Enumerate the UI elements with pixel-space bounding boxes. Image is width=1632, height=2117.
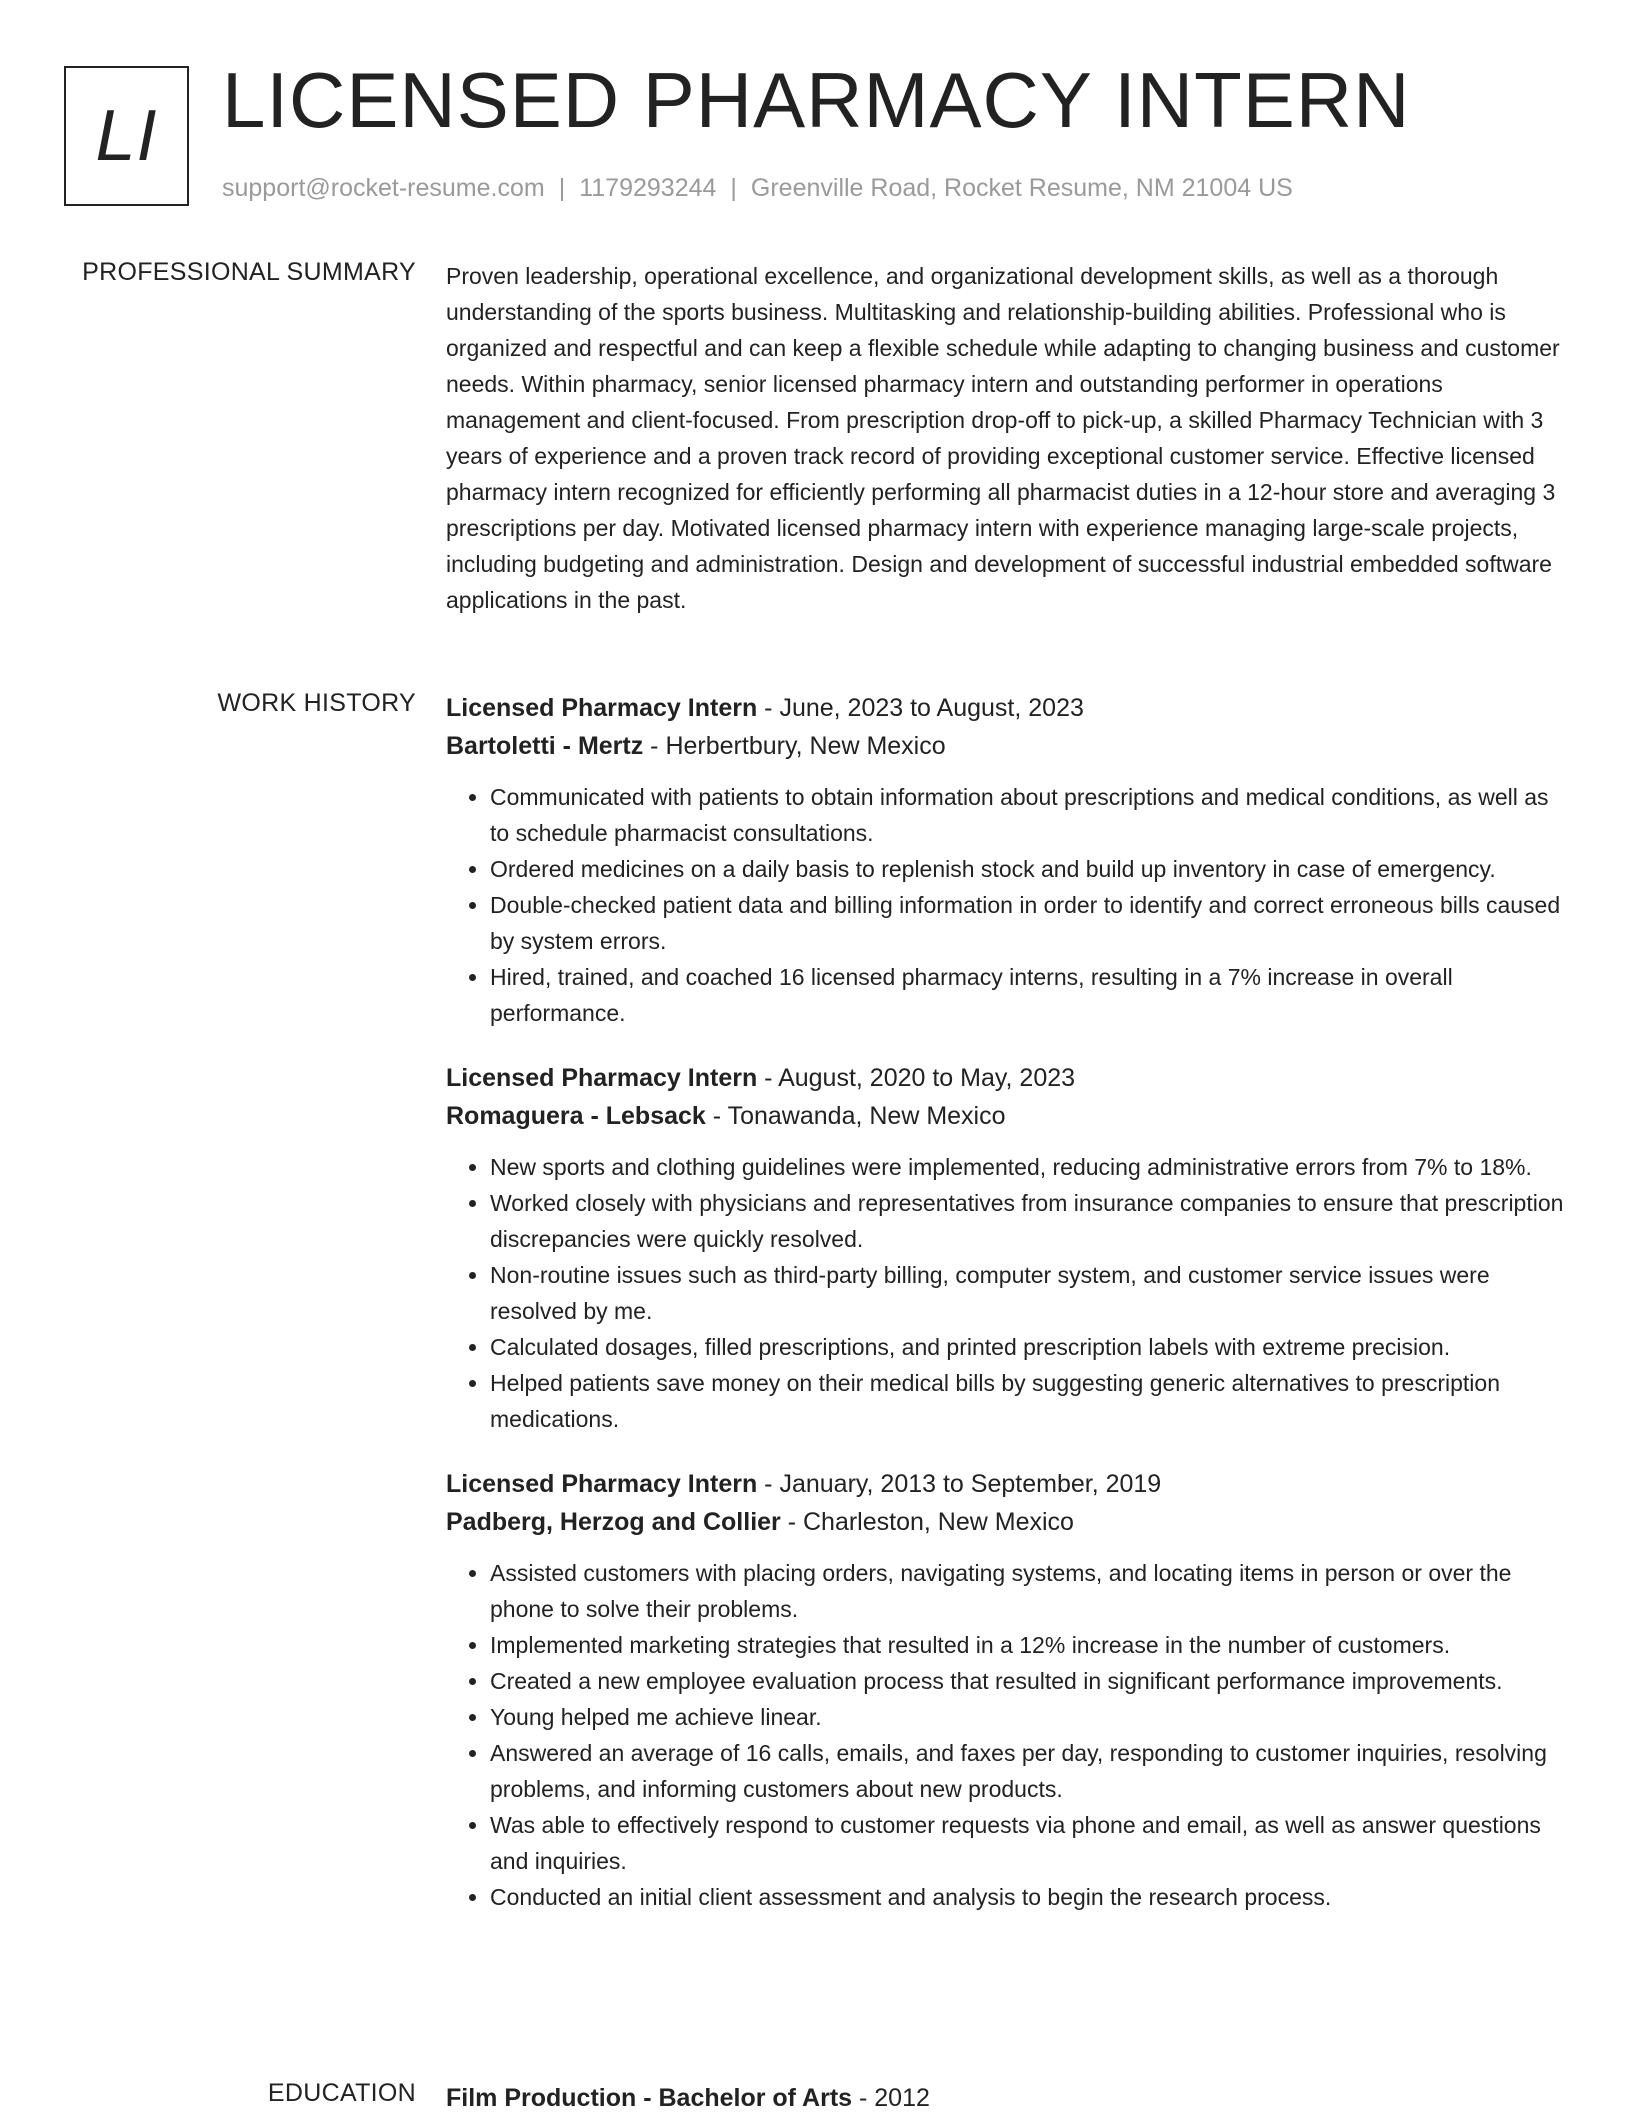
job-dates: - June, 2023 to August, 2023 — [757, 694, 1084, 722]
contact-separator: | — [730, 174, 737, 202]
job-bullets — [446, 1149, 1566, 1437]
job-company: Padberg, Herzog and Collier — [446, 1508, 781, 1536]
job-title-line — [446, 689, 1566, 727]
job-bullet: • Worked closely with physicians and representatives from insurance companies to ensure that prescription discrepancies were quickly resolved. — [490, 1185, 1566, 1257]
contact-separator: | — [558, 174, 566, 202]
job-company: Romaguera - Lebsack — [446, 1102, 706, 1130]
job-bullet: • Communicated with patients to obtain information about prescriptions and medical conditions, as well as to schedule pharmacist consultations. — [490, 779, 1566, 851]
section-label-summary: PROFESSIONAL SUMMARY — [82, 258, 416, 286]
job-bullet: • Hired, trained, and coached 16 licensed pharmacy interns, resulting in a 7% increase in overall performance. — [490, 959, 1566, 1031]
section-label-work-history: WORK HISTORY — [217, 689, 416, 717]
monogram-box — [64, 66, 189, 206]
job-dates: - January, 2013 to September, 2019 — [757, 1470, 1162, 1498]
job-title: Licensed Pharmacy Intern — [446, 1470, 758, 1498]
job-title: Licensed Pharmacy Intern — [446, 1064, 758, 1092]
job-company-line — [446, 727, 1566, 765]
job-bullet: • Calculated dosages, filled prescriptions, and printed prescription labels with extreme precision. — [490, 1329, 1566, 1365]
education-degree: Film Production - Bachelor of Arts — [446, 2084, 853, 2112]
summary-text: Proven leadership, operational excellence, and organizational development skills, as well as a thorough understanding of the sports business. Multitasking and relationship-building abilities. Professional who is organized and respectful and can keep a flexible schedule while adapting to changing business and customer needs. Within pharmacy, senior licensed pharmacy intern and outstanding performer in operations management and client-focused. From prescription drop-off to pick-up, a skilled Pharmacy Technician with 3 years of experience and a proven track record of providing exceptional customer service. Effective licensed pharmacy intern recognized for efficiently performing all pharmacist duties in a 12-hour store and averaging 3 prescriptions per day. Motivated licensed pharmacy intern with experience managing large-scale projects, including budgeting and administration. Design and development of successful industrial embedded software applications in the past. — [446, 263, 1560, 613]
job-bullet: • Young helped me achieve linear. — [490, 1699, 1566, 1735]
job-bullets — [446, 1555, 1566, 1915]
job-location: - Herbertbury, New Mexico — [643, 732, 946, 760]
education-year: - 2012 — [852, 2084, 930, 2112]
job-entry — [446, 689, 1566, 1031]
education-body — [446, 2079, 1566, 2117]
job-title-line — [446, 1059, 1566, 1097]
job-bullet: • Was able to effectively respond to customer requests via phone and email, as well as answer questions and inquiries. — [490, 1807, 1566, 1879]
job-company-line — [446, 1097, 1566, 1135]
job-bullet: • Helped patients save money on their medical bills by suggesting generic alternatives to prescription medications. — [490, 1365, 1566, 1437]
job-dates: - August, 2020 to May, 2023 — [757, 1064, 1076, 1092]
job-location: - Charleston, New Mexico — [780, 1508, 1074, 1536]
job-bullet: • Implemented marketing strategies that resulted in a 12% increase in the number of customers. — [490, 1627, 1566, 1663]
job-bullet: • Assisted customers with placing orders, navigating systems, and locating items in person or over the phone to solve their problems. — [490, 1555, 1566, 1627]
job-bullet: • Double-checked patient data and billing information in order to identify and correct erroneous bills caused by system errors. — [490, 887, 1566, 959]
job-bullet: • New sports and clothing guidelines were implemented, reducing administrative errors from 7% to 18%. — [490, 1149, 1566, 1185]
job-title-line — [446, 1465, 1566, 1503]
job-bullet: • Conducted an initial client assessment and analysis to begin the research process. — [490, 1879, 1566, 1915]
job-bullets — [446, 779, 1566, 1031]
job-title: Licensed Pharmacy Intern — [446, 694, 758, 722]
job-bullet: • Ordered medicines on a daily basis to replenish stock and build up inventory in case of emergency. — [490, 851, 1566, 887]
section-label-education: EDUCATION — [267, 2079, 416, 2107]
job-bullet: • Created a new employee evaluation process that resulted in significant performance improvements. — [490, 1663, 1566, 1699]
education-line — [446, 2079, 1566, 2117]
job-entry — [446, 1465, 1566, 1915]
job-company-line — [446, 1503, 1566, 1541]
summary-body — [446, 258, 1566, 618]
monogram-initials: LI — [95, 96, 158, 176]
resume-name-heading: LICENSED PHARMACY INTERN — [222, 56, 1411, 144]
job-company: Bartoletti - Mertz — [446, 732, 644, 760]
job-bullet: • Non-routine issues such as third-party billing, computer system, and customer service issues were resolved by me. — [490, 1257, 1566, 1329]
job-bullet: • Answered an average of 16 calls, emails, and faxes per day, responding to customer inquiries, resolving problems, and informing customers about new products. — [490, 1735, 1566, 1807]
job-location: - Tonawanda, New Mexico — [705, 1102, 1006, 1130]
contact-line — [222, 174, 1293, 203]
work-history-body — [446, 689, 1566, 1943]
contact-phone: 1179293244 — [579, 174, 717, 202]
job-entry — [446, 1059, 1566, 1437]
contact-email: support@rocket-resume.com — [222, 174, 545, 202]
contact-address: Greenville Road, Rocket Resume, NM 21004 US — [750, 174, 1293, 202]
